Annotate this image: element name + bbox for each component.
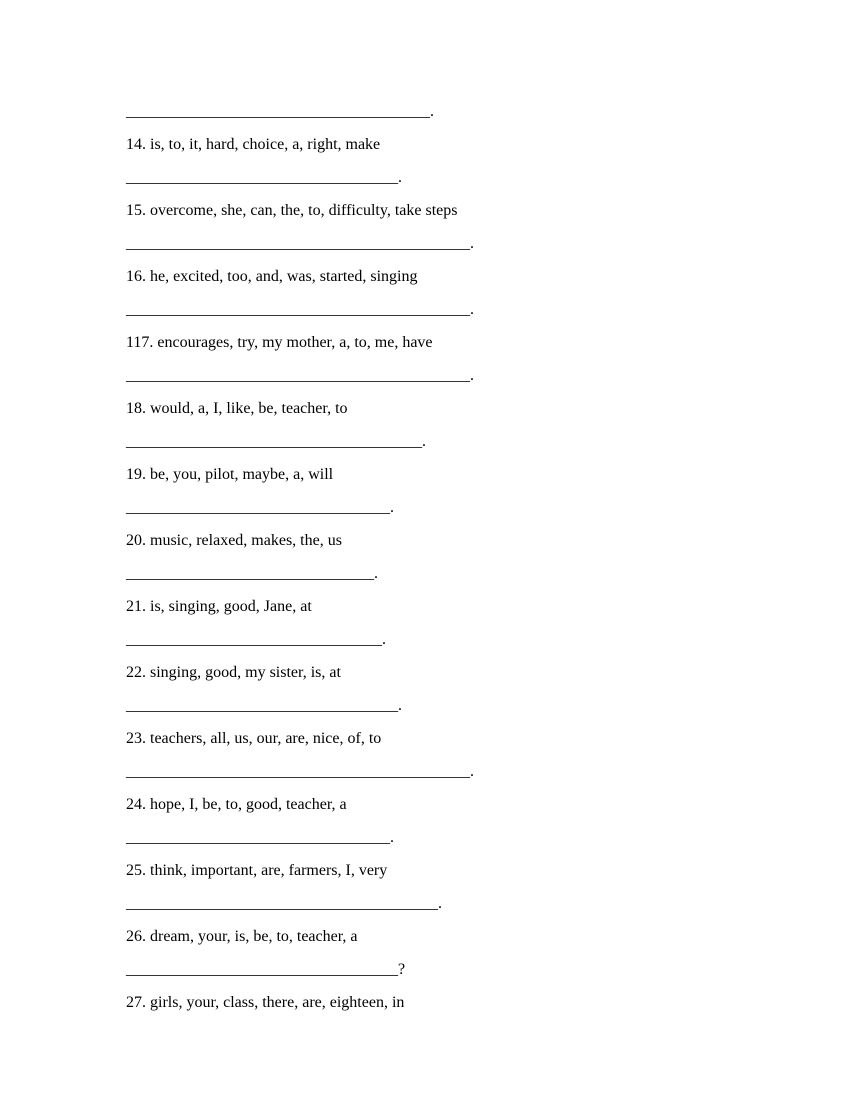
answer-line: ___________________________________________. [126, 235, 474, 252]
answer-line: ___________________________________________. [126, 367, 474, 384]
question-14: 14. is, to, it, hard, choice, a, right, make [126, 136, 381, 153]
answer-line: _________________________________. [126, 829, 394, 846]
answer-line: _____________________________________. [126, 433, 426, 450]
answer-line: __________________________________. [126, 697, 402, 714]
question-117: 117. encourages, try, my mother, a, to, me, have [126, 334, 433, 351]
answer-line: ___________________________________________. [126, 763, 474, 780]
answer-line: _______________________________. [126, 565, 378, 582]
question-26: 26. dream, your, is, be, to, teacher, a [126, 928, 358, 945]
question-18: 18. would, a, I, like, be, teacher, to [126, 400, 348, 417]
question-19: 19. be, you, pilot, maybe, a, will [126, 466, 334, 483]
question-27: 27. girls, your, class, there, are, eighteen, in [126, 994, 405, 1011]
question-20: 20. music, relaxed, makes, the, us [126, 532, 342, 549]
question-15: 15. overcome, she, can, the, to, difficulty, take steps [126, 202, 458, 219]
question-22: 22. singing, good, my sister, is, at [126, 664, 341, 681]
answer-line: _______________________________________. [126, 895, 442, 912]
answer-line: ______________________________________. [126, 103, 434, 120]
answer-line: __________________________________. [126, 169, 402, 186]
question-25: 25. think, important, are, farmers, I, very [126, 862, 388, 879]
question-23: 23. teachers, all, us, our, are, nice, of, to [126, 730, 382, 747]
answer-line: ________________________________. [126, 631, 386, 648]
question-21: 21. is, singing, good, Jane, at [126, 598, 312, 615]
question-16: 16. he, excited, too, and, was, started, singing [126, 268, 418, 285]
question-24: 24. hope, I, be, to, good, teacher, a [126, 796, 347, 813]
answer-line: __________________________________? [126, 961, 406, 978]
answer-line: ___________________________________________. [126, 301, 474, 318]
answer-line: _________________________________. [126, 499, 394, 516]
